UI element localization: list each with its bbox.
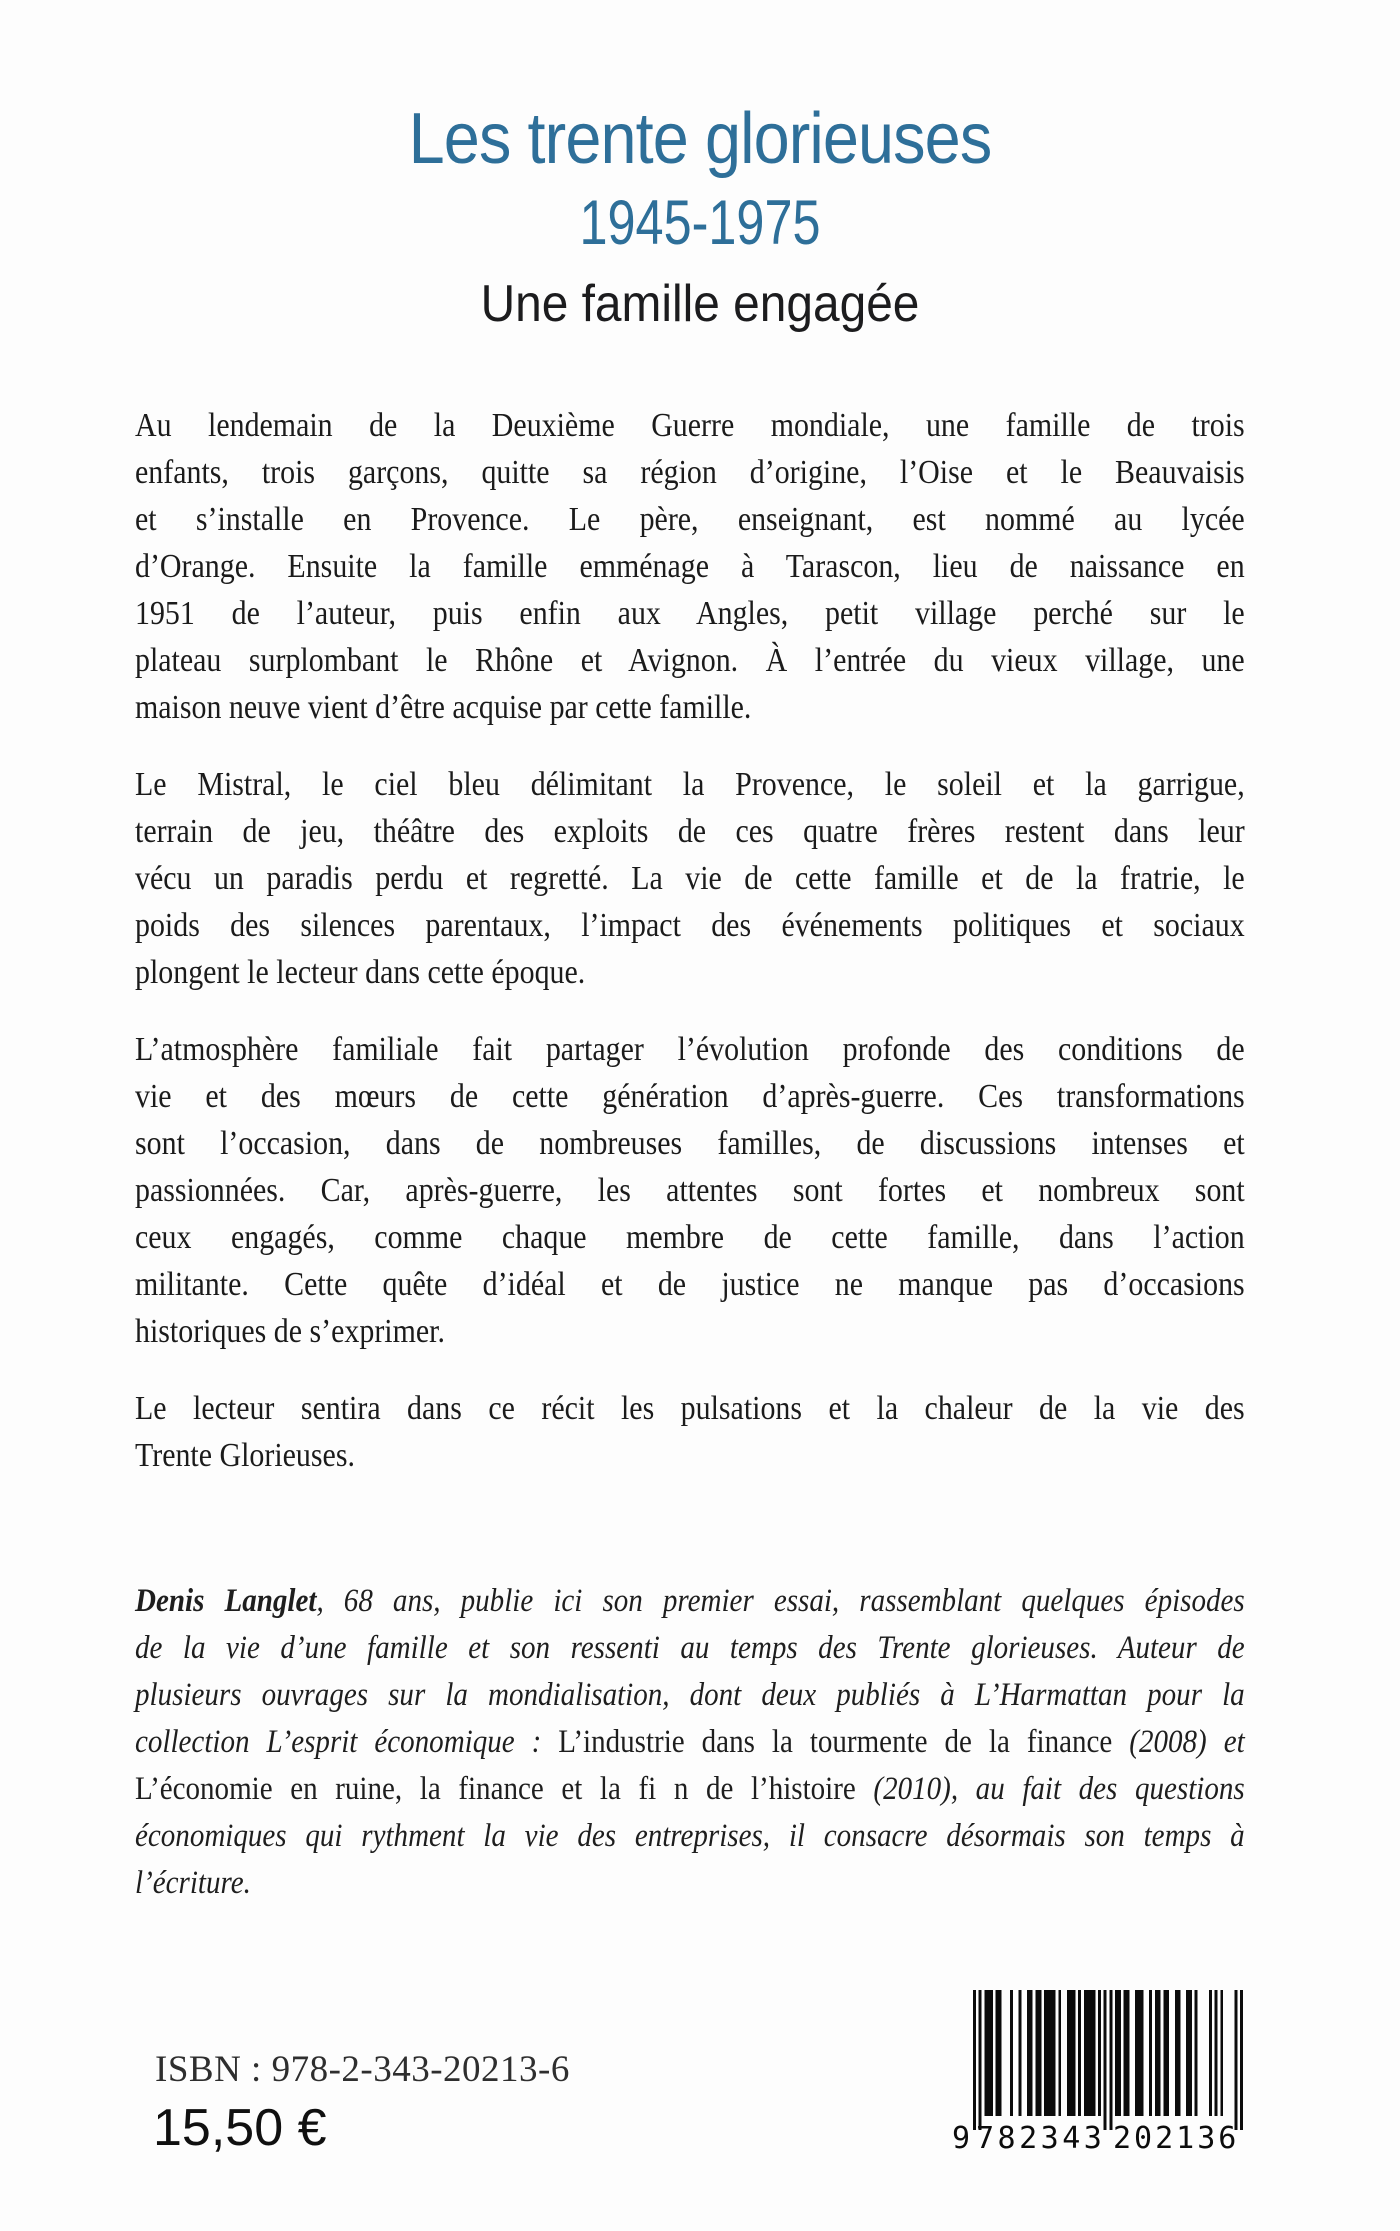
synopsis-line: militante. Cette quête d’idéal et de justice ne manque pas d’occasions	[135, 1266, 1245, 1303]
bio-text: l’écriture.	[135, 1865, 251, 1901]
synopsis-line: terrain de jeu, théâtre des exploits de ces quatre frères restent dans leur	[135, 813, 1245, 850]
barcode-digit-first: 9	[952, 2121, 971, 2156]
bio-text: L’économie en ruine, la finance et la fi n de l’histoire	[135, 1771, 856, 1807]
bio-line	[135, 1813, 1245, 1860]
synopsis-line: Le lecteur sentira dans ce récit les pulsations et la chaleur de la vie des	[135, 1390, 1245, 1427]
isbn-label: ISBN : 978-2-343-20213-6	[155, 2049, 570, 2090]
synopsis-line: d’Orange. Ensuite la famille emménage à Tarascon, lieu de naissance en	[135, 548, 1245, 585]
bio-text: , 68 ans, publie ici son premier essai, rassemblant quelques épisodes	[316, 1583, 1245, 1619]
bio-text: collection L’esprit économique :	[135, 1724, 559, 1760]
author-bio	[135, 1578, 1245, 1907]
synopsis-paragraph	[135, 1026, 1245, 1355]
bio-line	[135, 1860, 1245, 1907]
barcode-digits-right: 202136	[1113, 2121, 1240, 2156]
bio-text: économiques qui rythment la vie des entreprises, il consacre désormais son temps à	[135, 1818, 1245, 1854]
barcode-digits-left: 782343	[976, 2121, 1106, 2156]
bio-text: (2008) et	[1112, 1724, 1245, 1760]
book-tagline: Une famille engagée	[480, 275, 920, 333]
bio-text: (2010), au fait des questions	[855, 1771, 1245, 1807]
synopsis-line: vécu un paradis perdu et regretté. La vie de cette famille et de la fratrie, le	[135, 860, 1245, 897]
bio-line	[135, 1766, 1245, 1813]
synopsis-line: maison neuve vient d’être acquise par cette famille.	[135, 689, 752, 726]
synopsis-line: plateau surplombant le Rhône et Avignon. À l’entrée du vieux village, une	[135, 642, 1245, 679]
bio-text: de la vie d’une famille et son ressenti au temps des Trente glorieuses. Auteur de	[135, 1630, 1245, 1666]
bio-text: plusieurs ouvrages sur la mondialisation, dont deux publiés à L’Harmattan pour la	[135, 1677, 1245, 1713]
synopsis-line: poids des silences parentaux, l’impact des événements politiques et sociaux	[135, 907, 1245, 944]
synopsis-line: 1951 de l’auteur, puis enfin aux Angles, petit village perché sur le	[135, 595, 1245, 632]
bio-text: L’industrie dans la tourmente de la finance	[558, 1724, 1113, 1760]
bio-line	[135, 1719, 1245, 1766]
synopsis-line: Au lendemain de la Deuxième Guerre mondiale, une famille de trois	[135, 407, 1245, 444]
synopsis-paragraph	[135, 761, 1245, 996]
book-title: Les trente glorieuses	[408, 99, 992, 179]
synopsis-line: enfants, trois garçons, quitte sa région d’origine, l’Oise et le Beauvaisis	[135, 454, 1245, 491]
synopsis-line: ceux engagés, comme chaque membre de cette famille, dans l’action	[135, 1219, 1245, 1256]
synopsis-paragraph	[135, 402, 1245, 731]
synopsis-line: sont l’occasion, dans de nombreuses familles, de discussions intenses et	[135, 1125, 1245, 1162]
bio-line	[135, 1672, 1245, 1719]
bio-line	[135, 1625, 1245, 1672]
synopsis-line: Le Mistral, le ciel bleu délimitant la Provence, le soleil et la garrigue,	[135, 766, 1245, 803]
synopsis-line: L’atmosphère familiale fait partager l’évolution profonde des conditions de	[135, 1031, 1245, 1068]
synopsis-line: historiques de s’exprimer.	[135, 1313, 445, 1350]
synopsis-paragraph	[135, 1385, 1245, 1479]
synopsis	[135, 402, 1245, 1479]
barcode-bars	[973, 1990, 1243, 2130]
barcode	[950, 1988, 1250, 2158]
synopsis-line: Trente Glorieuses.	[135, 1437, 355, 1474]
synopsis-line: vie et des mœurs de cette génération d’après-guerre. Ces transformations	[135, 1078, 1245, 1115]
book-years: 1945-1975	[579, 188, 821, 258]
synopsis-line: et s’installe en Provence. Le père, enseignant, est nommé au lycée	[135, 501, 1245, 538]
synopsis-line: passionnées. Car, après-guerre, les attentes sont fortes et nombreux sont	[135, 1172, 1245, 1209]
author-name: Denis Langlet	[135, 1583, 317, 1619]
price-label: 15,50 €	[153, 2099, 327, 2157]
bio-line	[135, 1578, 1245, 1625]
synopsis-line: plongent le lecteur dans cette époque.	[135, 954, 586, 991]
